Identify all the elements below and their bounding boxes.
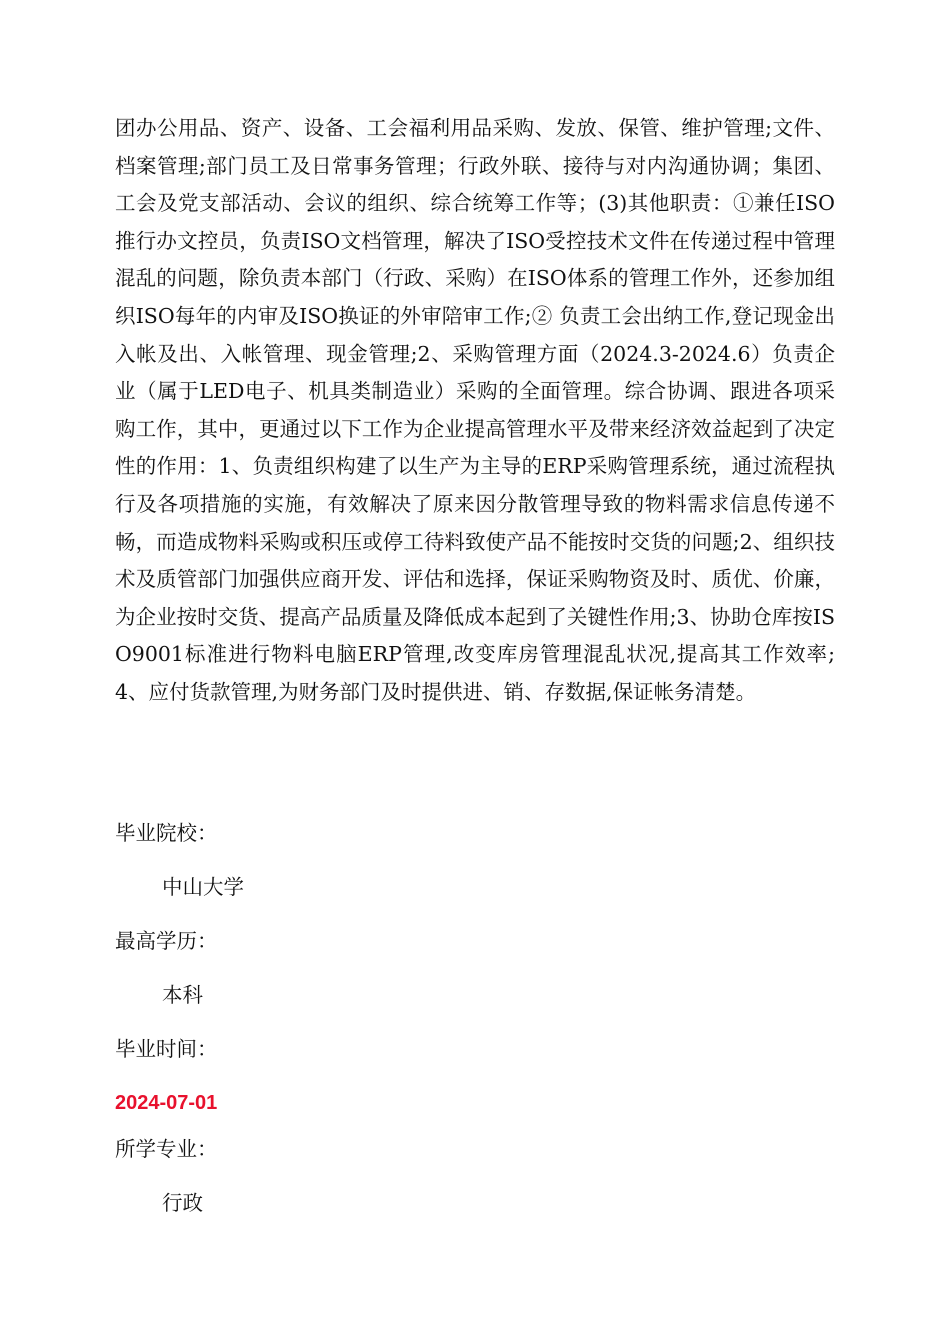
graduation-time-label: 毕业时间：	[115, 1037, 218, 1061]
school-label: 毕业院校：	[115, 821, 218, 845]
school-value: 中山大学	[162, 875, 244, 899]
major-value: 行政	[162, 1191, 203, 1215]
degree-label: 最高学历：	[115, 929, 218, 953]
document-body	[115, 110, 835, 712]
major-label: 所学专业：	[115, 1137, 218, 1161]
graduation-time-value: 2024-07-01	[115, 1092, 218, 1114]
degree-value: 本科	[162, 983, 203, 1007]
work-experience-paragraph: 团办公用品、资产、设备、工会福利用品采购、发放、保管、维护管理;文件、档案管理;部门员工及日常事务管理；行政外联、接待与对内沟通协调；集团、工会及党支部活动、会议的组织、综合统筹工作等；(3)其他职责：①兼任ISO推行办文控员，负责ISO文档管理，解决了ISO受控技术文件在传递过程中管理混乱的问题，除负责本部门（行政、采购）在ISO体系的管理工作外，还参加组织ISO每年的内审及ISO换证的外审陪审工作;② 负责工会出纳工作,登记现金出入帐及出、入帐管理、现金管理;2、采购管理方面（2024.3-2024.6）负责企业（属于LED电子、机具类制造业）采购的全面管理。综合协调、跟进各项采购工作，其中，更通过以下工作为企业提高管理水平及带来经济效益起到了决定性的作用：1、负责组织构建了以生产为主导的ERP采购管理系统，通过流程执行及各项措施的实施，有效解决了原来因分散管理导致的物料需求信息传递不畅，而造成物料采购或积压或停工待料致使产品不能按时交货的问题;2、组织技术及质管部门加强供应商开发、评估和选择，保证采购物资及时、质优、价廉，为企业按时交货、提高产品质量及降低成本起到了关键性作用;3、协助仓库按ISO9001标准进行物料电脑ERP管理,改变库房管理混乱状况,提高其工作效率;4、应付货款管理,为财务部门及时提供进、销、存数据,保证帐务清楚。	[115, 116, 835, 704]
